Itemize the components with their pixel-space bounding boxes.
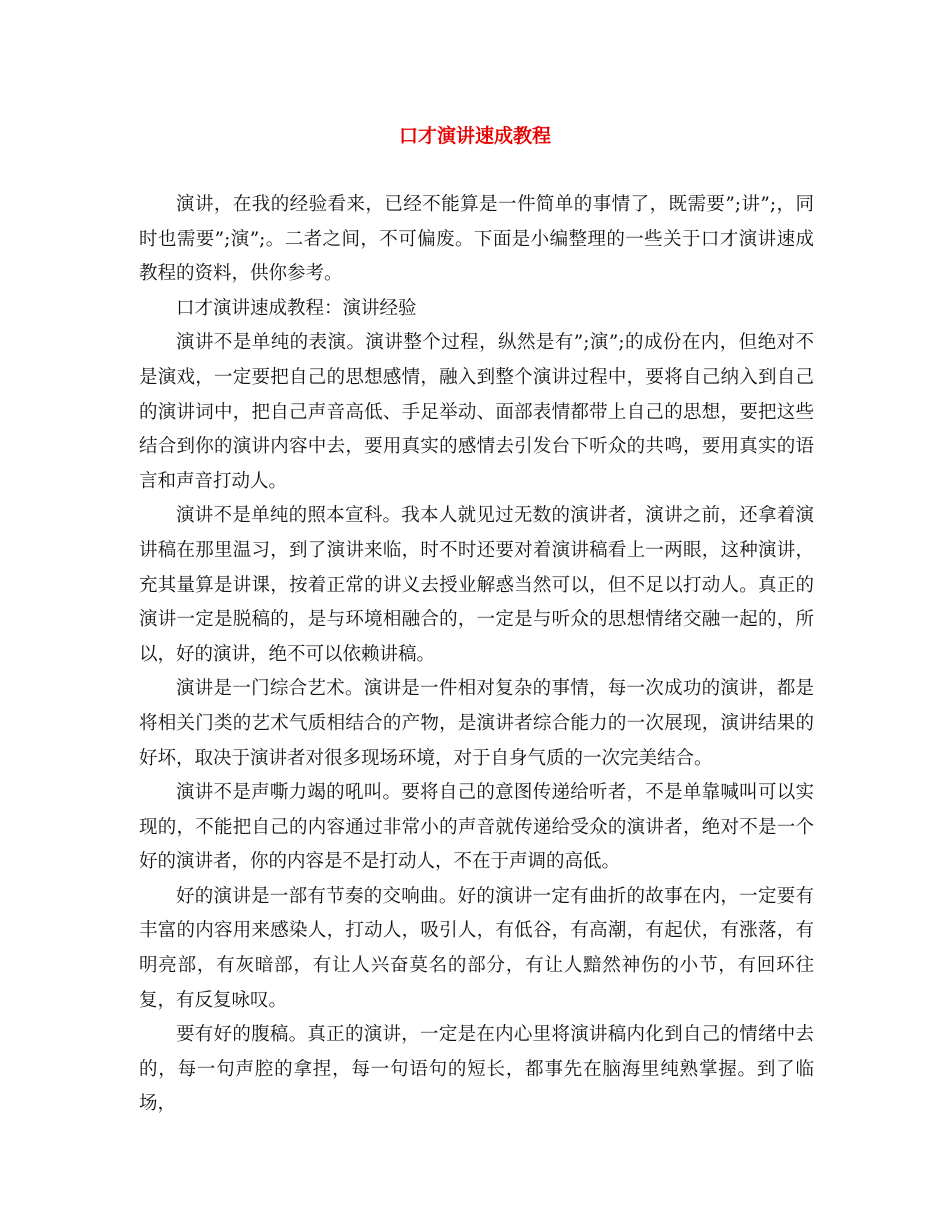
paragraph: 演讲是一门综合艺术。演讲是一件相对复杂的事情，每一次成功的演讲，都是将相关门类的艺术气质相结合的产物，是演讲者综合能力的一次展现，演讲结果的好坏，取决于演讲者对很多现场环境，对于自身气质的一次完美结合。 <box>139 678 814 769</box>
paragraph: 要有好的腹稿。真正的演讲，一定是在内心里将演讲稿内化到自己的情绪中去的，每一句声腔的拿捏，每一句语句的短长，都事先在脑海里纯熟掌握。到了临场， <box>139 1024 814 1115</box>
paragraph: 演讲不是单纯的表演。演讲整个过程，纵然是有”;演”;的成份在内，但绝对不是演戏，一定要把自己的思想感情，融入到整个演讲过程中，要将自己纳入到自己的演讲词中，把自己声音高低、手足举动、面部表情都带上自己的思想，要把这些结合到你的演讲内容中去，要用真实的感情去引发台下听众的共鸣，要用真实的语言和声音打动人。 <box>139 332 814 492</box>
section-heading: 口才演讲速成教程：演讲经验 <box>176 297 417 319</box>
document-body <box>139 188 814 1122</box>
paragraph: 演讲不是声嘶力竭的吼叫。要将自己的意图传递给听者，不是单靠喊叫可以实现的，不能把自己的内容通过非常小的声音就传递给受众的演讲者，绝对不是一个好的演讲者，你的内容是不是打动人，不在于声调的高低。 <box>139 782 814 873</box>
document-title: 口才演讲速成教程 <box>398 125 551 147</box>
paragraph-intro: 演讲，在我的经验看来，已经不能算是一件简单的事情了，既需要”;讲”;，同时也需要”;演”;。二者之间，不可偏废。下面是小编整理的一些关于口才演讲速成教程的资料，供你参考。 <box>139 194 814 285</box>
paragraph: 演讲不是单纯的照本宣科。我本人就见过无数的演讲者，演讲之前，还拿着演讲稿在那里温习，到了演讲来临，时不时还要对着演讲稿看上一两眼，这种演讲，充其量算是讲课，按着正常的讲义去授业解惑当然可以，但不足以打动人。真正的演讲一定是脱稿的，是与环境相融合的，一定是与听众的思想情绪交融一起的，所以，好的演讲，绝不可以依赖讲稿。 <box>139 505 814 665</box>
paragraph: 好的演讲是一部有节奏的交响曲。好的演讲一定有曲折的故事在内，一定要有丰富的内容用来感染人，打动人，吸引人，有低谷，有高潮，有起伏，有涨落，有明亮部，有灰暗部，有让人兴奋莫名的部分，有让人黯然神伤的小节，有回环往复，有反复咏叹。 <box>139 885 814 1011</box>
